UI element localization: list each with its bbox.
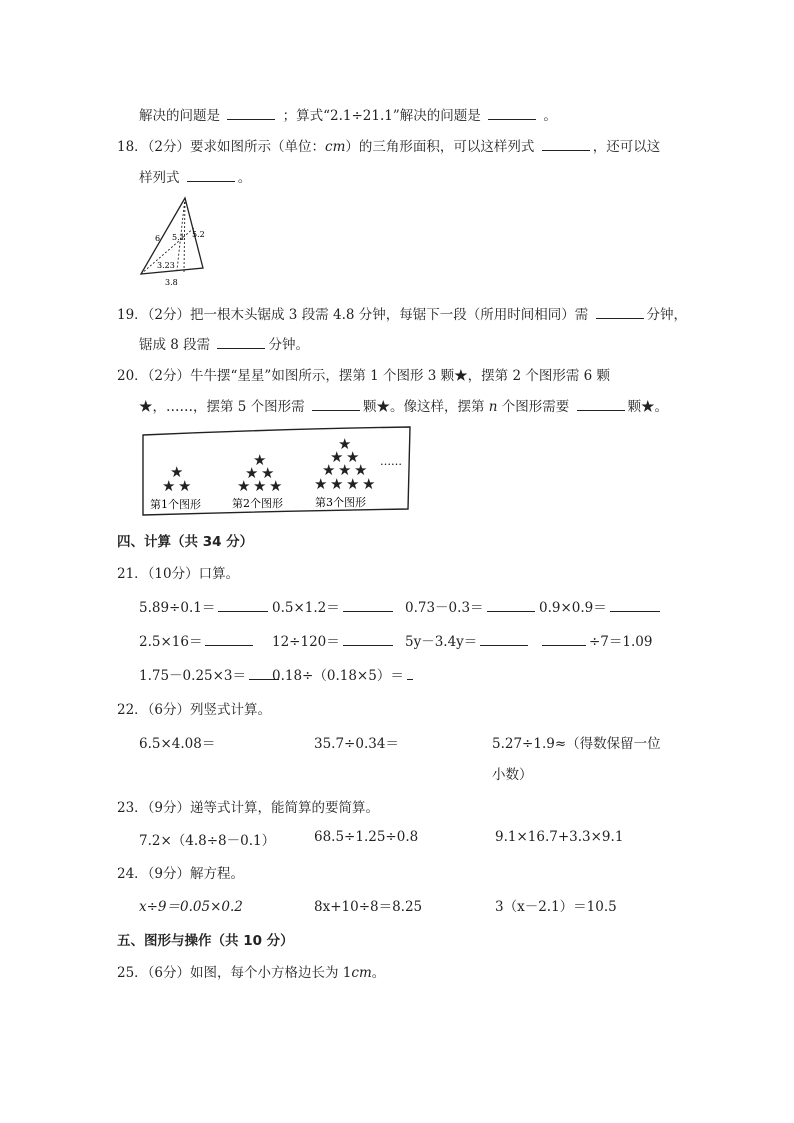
q20-star-figure — [140, 425, 415, 519]
q21-item-8 — [539, 630, 652, 650]
q19-text-1: 19．（2分）把一根木头锯成 3 段需 4.8 分钟，每锯下一段（所用时间相同）需 — [117, 307, 589, 323]
q21-expr: 12÷120＝ — [272, 634, 340, 650]
q18-line-1 — [117, 135, 660, 155]
label-base: 3.8 — [165, 278, 178, 287]
star-icon: ★ — [237, 477, 251, 495]
star-icon: ★ — [338, 461, 352, 479]
q17-answer-blank-2[interactable] — [488, 107, 536, 120]
q18-text-5: 。 — [237, 170, 252, 186]
section-4-heading: 四、计算（共 34 分） — [117, 534, 254, 550]
q23-item-1: 7.2×（4.8÷8－0.1） — [139, 833, 276, 849]
q20-answer-blank-2[interactable] — [577, 398, 625, 411]
q19-text-4: 分钟。 — [268, 337, 309, 353]
q21-answer-blank[interactable] — [610, 599, 660, 612]
q21-item-6 — [272, 630, 396, 650]
q24-title: 24．（9分）解方程。 — [117, 866, 245, 882]
q18-triangle-figure — [135, 192, 215, 288]
star-icon: ★ — [330, 475, 344, 493]
q23-item-2: 68.5÷1.25÷0.8 — [314, 829, 419, 845]
q21-expr: 0.9×0.9＝ — [539, 600, 607, 616]
q21-item-4 — [539, 596, 663, 616]
q21-expr: 0.5×1.2＝ — [272, 600, 340, 616]
q18-unit: cm — [325, 139, 346, 155]
q21-item-7 — [405, 630, 531, 650]
star-icon: ★ — [253, 477, 267, 495]
q18-text-4: 样列式 — [139, 170, 180, 186]
q22-item-2: 35.7÷0.34＝ — [314, 736, 399, 752]
q21-item-9 — [139, 664, 282, 684]
star-icon: ★ — [253, 451, 267, 469]
q21-item-3 — [405, 596, 538, 616]
q24-item-2: 8x+10÷8＝8.25 — [314, 899, 423, 915]
q22-item-3-line-2: 小数） — [492, 767, 533, 783]
q22-item-3: 5.27÷1.9≈（得数保留一位 — [492, 736, 661, 752]
q20-text-2: 颗★。像这样，摆第 — [362, 399, 485, 415]
star-icon: ★ — [314, 475, 328, 493]
q21-expr: 1.75－0.25×3＝ — [139, 668, 247, 684]
q21-answer-blank[interactable] — [480, 633, 528, 646]
star-icon: ★ — [346, 448, 360, 466]
q18-text-2: ）的三角形面积，可以这样列式 — [345, 139, 535, 155]
q18-text-1: 18．（2分）要求如图所示（单位： — [117, 139, 326, 155]
q21-expr: ÷7＝1.09 — [589, 634, 653, 650]
q21-expr: 0.73－0.3＝ — [405, 600, 484, 616]
q22-title: 22．（6分）列竖式计算。 — [117, 702, 272, 718]
section-5-heading: 五、图形与操作（共 10 分） — [117, 933, 294, 949]
q18-answer-blank-2[interactable] — [187, 169, 235, 182]
q20-line-1: 20．（2分）牛牛摆“星星”如图所示，摆第 1 个图形 3 颗★，摆第 2 个图形需 6 颗 — [117, 368, 611, 384]
q25-line — [117, 961, 385, 981]
label-side: 6 — [155, 234, 161, 243]
q17-answer-blank-1[interactable] — [227, 107, 275, 120]
star-icon: ★ — [269, 477, 283, 495]
star-icon: ★ — [245, 464, 259, 482]
star-icon: ★ — [261, 464, 275, 482]
label-h3: 3.23 — [157, 261, 175, 270]
star-icon: ★ — [162, 477, 176, 495]
star-icon: ★ — [362, 475, 376, 493]
q25-text: 25．（6分）如图，每个小方格边长为 1 — [117, 965, 352, 981]
star-icon: ★ — [178, 477, 192, 495]
q22-item-1: 6.5×4.08＝ — [139, 736, 216, 752]
star-icon: ★ — [338, 435, 352, 453]
q20-line-2 — [139, 395, 668, 415]
star-icon: ★ — [322, 461, 336, 479]
q21-title: 21．（10分）口算。 — [117, 566, 240, 582]
q20-answer-blank-1[interactable] — [312, 398, 360, 411]
q21-answer-blank[interactable] — [542, 633, 586, 646]
star-icon: ★ — [170, 463, 184, 481]
q21-answer-blank[interactable] — [205, 633, 253, 646]
star-icon: ★ — [354, 461, 368, 479]
q21-answer-blank[interactable] — [343, 633, 393, 646]
figure-label-3: 第3个图形 — [315, 496, 366, 509]
q20-text-1: ★，……，摆第 5 个图形需 — [139, 399, 305, 415]
q21-item-10 — [272, 664, 416, 684]
q17-tail-line — [139, 104, 557, 124]
q21-expr: 5.89÷0.1＝ — [139, 600, 216, 616]
q21-answer-blank[interactable] — [407, 667, 413, 680]
q24-item-1: x÷9＝0.05×0.2 — [139, 899, 243, 915]
q23-title: 23．（9分）递等式计算，能简算的要简算。 — [117, 800, 380, 816]
q17-text-1: 解决的问题是 — [139, 108, 220, 124]
q17-text-2: ；算式“2.1÷21.1”解决的问题是 — [282, 108, 481, 124]
q19-answer-blank-2[interactable] — [217, 336, 265, 349]
q21-answer-blank[interactable] — [487, 599, 535, 612]
label-h2: 5.2 — [192, 230, 205, 239]
q21-item-2 — [272, 596, 396, 616]
q23-item-3: 9.1×16.7+3.3×9.1 — [495, 829, 624, 845]
q21-expr: 0.18÷（0.18×5）＝ — [272, 668, 404, 684]
q19-answer-blank-1[interactable] — [596, 306, 644, 319]
q18-line-2 — [139, 166, 251, 186]
q21-item-5 — [139, 630, 256, 650]
figure-dots: …… — [380, 455, 402, 468]
q19-line-2 — [139, 333, 309, 353]
q20-text-3: 个图形需要 — [501, 399, 570, 415]
q21-expr: 5y－3.4y＝ — [405, 634, 478, 650]
q25-end: 。 — [371, 965, 386, 981]
q21-answer-blank[interactable] — [218, 599, 268, 612]
label-h1: 5.1 — [172, 233, 185, 242]
q17-text-3: 。 — [543, 108, 557, 124]
q19-text-2: 分钟， — [646, 307, 688, 323]
figure-label-1: 第1个图形 — [150, 498, 201, 511]
q20-variable-n: n — [488, 399, 498, 415]
q21-answer-blank[interactable] — [343, 599, 393, 612]
figure-label-2: 第2个图形 — [232, 497, 283, 510]
q19-text-3: 锯成 8 段需 — [139, 337, 211, 353]
star-icon: ★ — [346, 475, 360, 493]
q19-line-1 — [117, 303, 687, 323]
star-icon: ★ — [330, 448, 344, 466]
q24-item-3: 3（x－2.1）＝10.5 — [495, 899, 617, 915]
q25-unit: cm — [351, 965, 372, 981]
q20-text-4: 颗★。 — [627, 399, 669, 415]
q18-answer-blank-1[interactable] — [542, 138, 590, 151]
q21-item-1 — [139, 596, 271, 616]
q18-text-3: ，还可以这 — [592, 139, 661, 155]
q21-expr: 2.5×16＝ — [139, 634, 203, 650]
